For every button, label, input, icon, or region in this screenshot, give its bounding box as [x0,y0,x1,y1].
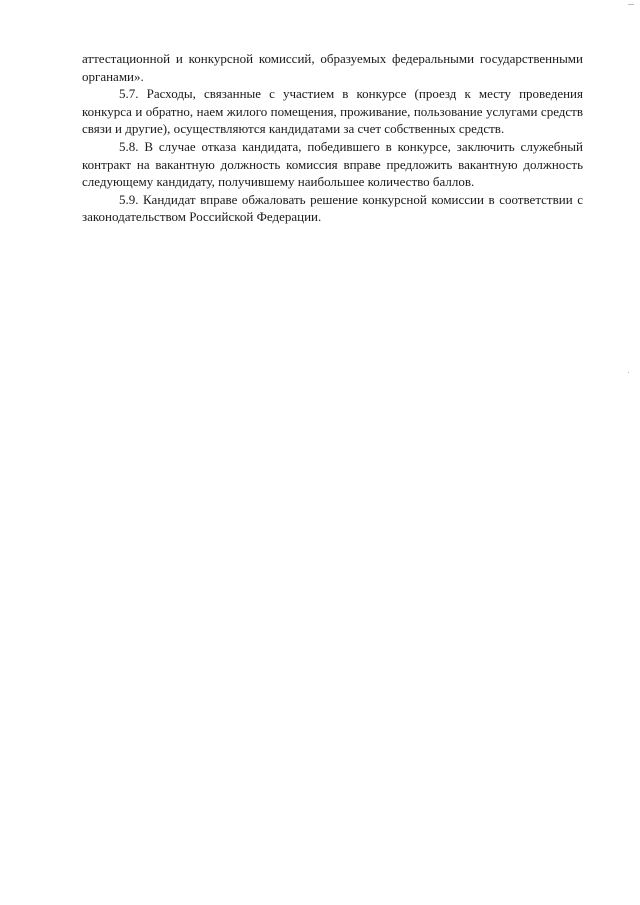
scan-artifact [628,4,634,5]
paragraph-5-8: 5.8. В случае отказа кандидата, победившего в конкурсе, заключить служебный контракт на вакантную должность комиссия вправе предложить вакантную должность следующему кандидату, получившему наибольшее количество баллов. [82,138,583,190]
scan-artifact [628,372,629,373]
paragraph-5-9: 5.9. Кандидат вправе обжаловать решение конкурсной комиссии в соответствии с законодательством Российской Федерации. [82,191,583,225]
paragraph-5-7: 5.7. Расходы, связанные с участием в конкурсе (проезд к месту проведения конкурса и обратно, наем жилого помещения, проживание, пользование услугами средств связи и другие), осуществляются кандидатами за счет собственных средств. [82,86,583,137]
document-body [82,50,583,226]
paragraph-continuation: аттестационной и конкурсной комиссий, образуемых федеральными государственными органами». [82,51,583,84]
